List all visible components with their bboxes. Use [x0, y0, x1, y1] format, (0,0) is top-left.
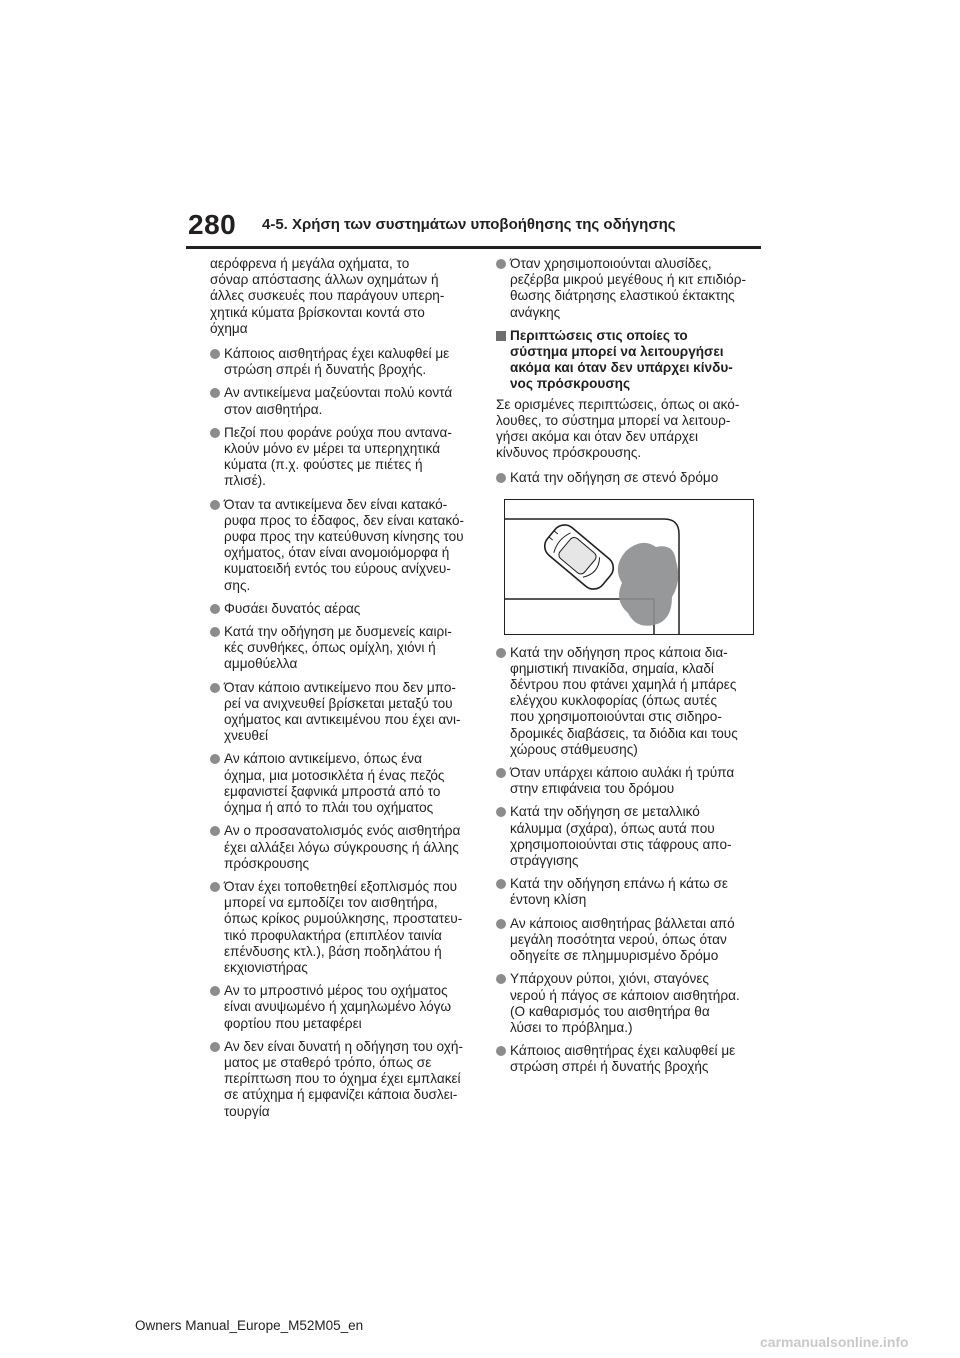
- list-item-text: Υπάρχουν ρύποι, χιόνι, σταγόνες νερού ή πάγος σε κάποιον αισθητήρα. (Ο καθαρισμός του αισθητήρα θα λύσει το πρόβλημα.): [510, 971, 740, 1035]
- list-item-text: Όταν έχει τοποθετηθεί εξοπλισμός που μπορεί να εμποδίζει τον αισθητήρα, όπως κρίκος ρυμούλκησης, προστατευ- τικό προφυλακτήρα (επιπλέον ταινία επένδυσης κτλ.), βάση ποδηλάτου ή εκχιονιστήρας: [224, 878, 463, 975]
- list-item: [496, 470, 761, 486]
- bullet-icon: [210, 627, 220, 637]
- list-item-text: Πεζοί που φοράνε ρούχα που ανταvα- κλούν μόνο εν μέρει τα υπερηχητικά κύματα (π.χ. φούστες με πιέτες ή πλισέ).: [224, 424, 452, 489]
- list-item-text: Όταν χρησιμοποιούνται αλυσίδες, ρεζέρβα μικρού μεγέθους ή κιτ επιδιόρ- θωσης διάτρησης ελαστικού έκτακτης ανάγκης: [510, 256, 746, 320]
- bullet-icon: [496, 1046, 506, 1056]
- list-item: [496, 916, 761, 965]
- continued-text: αερόφρενα ή μεγάλα οχήματα, το σόναρ απόστασης άλλων οχημάτων ή άλλες συσκευές που παράγουν υπερη- χητικά κύματα βρίσκονται κοντά στο όχημα: [210, 256, 445, 336]
- header-rule: [186, 246, 761, 249]
- list-item: [496, 765, 761, 797]
- list-item: [496, 1043, 761, 1075]
- bullet-icon: [210, 826, 220, 836]
- list-item: [210, 385, 475, 417]
- bullet-icon: [210, 428, 220, 438]
- list-item-text: Κατά την οδήγηση σε στενό δρόμο: [510, 470, 719, 486]
- left-column: [210, 256, 475, 1127]
- list-item: [496, 804, 761, 869]
- list-item: [210, 1039, 475, 1120]
- list-item-text: Κατά την οδήγηση προς κάποια δια- φημιστική πινακίδα, σημαία, κλαδί δέντρου που φτάνει χαμηλά ή μπάρες ελέγχου κυκλοφορίας (όπως αυτές που χρησιμοποιούνται στις σιδηρο- δρομικές διαβάσεις, τα διόδια και τους χώρους στάθμευσης): [510, 644, 738, 757]
- section-title: 4-5. Χρήση των συστημάτων υποβοήθησης της οδήγησης: [262, 216, 676, 233]
- watermark: carmanualsonline.info: [760, 1334, 909, 1350]
- bullet-icon: [210, 349, 220, 359]
- bullet-icon: [210, 986, 220, 996]
- list-item-text: Αν κάποιο αντικείμενο, όπως ένα όχημα, μια μοτοσικλέτα ή ένας πεζός εμφανιστεί ξαφνικά μπροστά από το όχημα ή από το πλάι του οχήματος: [224, 751, 445, 816]
- bullet-icon: [210, 388, 220, 398]
- list-item: [496, 971, 761, 1036]
- list-item-text: Κατά την οδήγηση με δυσμενείς καιρι- κές συνθήκες, όπως ομίχλη, χιόνι ή αμμοθύελλα: [224, 624, 452, 672]
- subsection-heading: [496, 328, 761, 393]
- square-bullet-icon: [496, 331, 506, 341]
- list-item: [210, 680, 475, 745]
- list-item: [210, 624, 475, 673]
- bullet-icon: [210, 1042, 220, 1052]
- bullet-icon: [496, 974, 506, 984]
- bullet-icon: [496, 768, 506, 778]
- list-item-text: Αν το μπροστινό μέρος του οχήματος είναι ανυψωμένο ή χαμηλωμένο λόγω φορτίου που μεταφέρει: [224, 983, 452, 1031]
- bullet-icon: [210, 882, 220, 892]
- list-item-text: Όταν τα αντικείμενα δεν είναι κατακό- ρυφα προς το έδαφος, δεν είναι κατακό- ρυφα προς την κατεύθυνση κίνησης του οχήματος, όταν είναι ανομοιόμορφα ή κυματοειδή εντός του εύρους ανίχνευ- σης.: [224, 496, 465, 593]
- list-item: [496, 645, 761, 758]
- list-item: [210, 823, 475, 872]
- list-item-text: Αν κάποιος αισθητήρας βάλλεται από μεγάλη ποσότητα νερού, όπως όταν οδηγείτε σε πλημμυρισμένο δρόμο: [510, 915, 735, 964]
- list-item: [210, 751, 475, 816]
- bullet-icon: [496, 473, 506, 483]
- narrow-road-illustration: [504, 499, 754, 635]
- bullet-icon: [210, 754, 220, 764]
- subsection-intro: Σε ορισμένες περιπτώσεις, όπως οι ακό- λουθες, το σύστημα μπορεί να λειτουρ- γήσει ακόμα και όταν δεν υπάρχει κίνδυνος πρόσκρουσης.: [496, 396, 740, 461]
- list-item: [496, 256, 761, 321]
- list-item-text: Αν δεν είναι δυνατή η οδήγηση του οχή- ματος με σταθερό τρόπο, όπως σε περίπτωση που το όχημα έχει εμπλακεί σε ατύχημα ή εμφανίζει κάποια δυσλει- τουργία: [224, 1038, 463, 1119]
- bullet-icon: [210, 604, 220, 614]
- list-item-text: Όταν υπάρχει κάποιο αυλάκι ή τρύπα στην επιφάνεια του δρόμου: [510, 765, 735, 797]
- list-item: [210, 879, 475, 976]
- list-item-text: Κάποιος αισθητήρας έχει καλυφθεί με στρώση σπρέι ή δυνατής βροχής: [510, 1043, 736, 1075]
- list-item: [210, 425, 475, 490]
- page-number: 280: [188, 209, 237, 240]
- list-item-text: Φυσάει δυνατός αέρας: [224, 600, 361, 616]
- list-item: [496, 876, 761, 908]
- list-item-text: Κατά την οδήγηση επάνω ή κάτω σε έντονη κλίση: [510, 876, 728, 908]
- list-item-text: Αν ο προσανατολισμός ενός αισθητήρα έχει αλλάξει λόγω σύγκρουσης ή άλλης πρόσκρουσης: [224, 823, 461, 871]
- bullet-icon: [496, 919, 506, 929]
- right-list: [496, 645, 761, 1076]
- list-item: [210, 601, 475, 617]
- list-item-text: Κατά την οδήγηση σε μεταλλικό κάλυμμα (σχάρα), όπως αυτά που χρησιμοποιούνται στις τάφρους απο- στράγγισης: [510, 804, 732, 869]
- list-item-text: Όταν κάποιο αντικείμενο που δεν μπο- ρεί να ανιχνευθεί βρίσκεται μεταξύ του οχήματος και αντικειμένου που έχει ανι- χνευθεί: [224, 679, 461, 744]
- list-item-text: Κάποιος αισθητήρας έχει καλυφθεί με στρώση σπρέι ή δυνατής βροχής.: [224, 346, 450, 378]
- list-item-text: Αν αντικείμενα μαζεύονται πολύ κοντά στον αισθητήρα.: [224, 385, 453, 417]
- right-column: [496, 256, 761, 1083]
- bullet-icon: [496, 807, 506, 817]
- bullet-icon: [496, 648, 506, 658]
- left-list: [210, 346, 475, 1120]
- list-item: [210, 346, 475, 378]
- subsection-heading-text: Περιπτώσεις στις οποίες το σύστημα μπορεί να λειτουργήσει ακόμα και όταν δεν υπάρχει κίνδυ- νος πρόσκρουσης: [510, 327, 733, 392]
- bullet-icon: [210, 500, 220, 510]
- list-item: [210, 983, 475, 1032]
- list-item: [210, 497, 475, 594]
- footer-manual-id: Owners Manual_Europe_M52M05_en: [135, 1318, 364, 1333]
- bullet-icon: [496, 879, 506, 889]
- bullet-icon: [210, 683, 220, 693]
- bullet-icon: [496, 259, 506, 269]
